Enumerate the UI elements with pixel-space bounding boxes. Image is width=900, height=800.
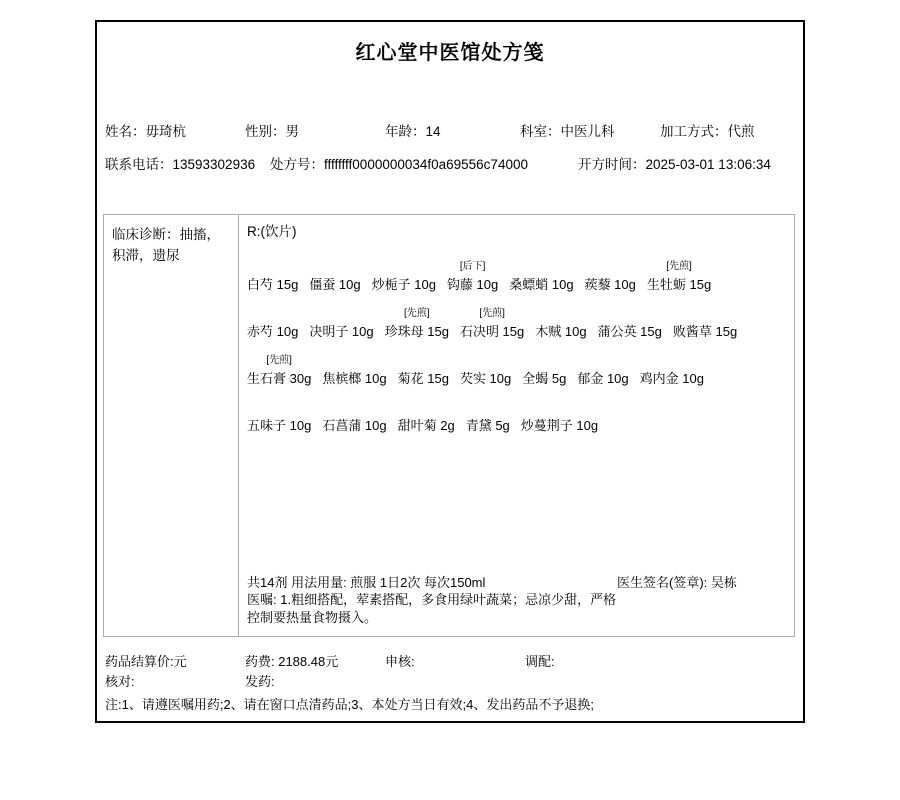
settle-price-field: 药品结算价:元 [105, 654, 187, 669]
medicine-decoction-note [466, 401, 510, 417]
medicine-row [247, 307, 786, 341]
medicine-decoction-note [398, 354, 449, 370]
medicine-item [577, 354, 628, 388]
medicine-item [647, 260, 711, 294]
medicine-decoction-note [247, 401, 311, 417]
medicine-item [398, 401, 455, 435]
department-label: 科室： [520, 124, 561, 139]
department-field [520, 120, 615, 140]
medicine-decoction-note [309, 307, 373, 323]
medicine-rows [247, 260, 786, 435]
medicine-decoction-note [398, 401, 455, 417]
medicine-name-qty: 赤芍 10g [247, 324, 299, 339]
medicine-item [585, 260, 636, 294]
medicine-decoction-note: [先煎] [479, 308, 505, 319]
medicine-name-qty: 白芍 15g [247, 277, 299, 292]
medicine-name-qty: 钩藤 10g [446, 277, 499, 292]
medicine-decoction-note [521, 401, 598, 417]
page-title: 红心堂中医馆处方笺 [355, 42, 545, 64]
medicine-item [460, 307, 524, 341]
medicine-decoction-note [577, 354, 628, 370]
medicine-item [673, 307, 737, 341]
medicine-name-qty: 蒲公英 15g [597, 324, 662, 339]
processing-method-label: 加工方式： [660, 124, 728, 139]
medicine-name-qty: 炒栀子 10g [371, 277, 436, 292]
processing-method-value: 代煎 [727, 124, 755, 139]
medicine-decoction-note [598, 307, 662, 323]
fee-field: 药费: 2188.48元 [245, 654, 339, 669]
medicine-item [247, 354, 311, 388]
patient-gender-label: 性别： [245, 124, 286, 139]
patient-gender-field [245, 120, 299, 140]
medicine-decoction-note [322, 354, 386, 370]
medicine-name-qty: 生石膏 30g [247, 371, 312, 386]
medicine-name-qty: 五味子 10g [247, 418, 312, 433]
medicine-decoction-note [522, 354, 566, 370]
medicine-decoction-note [535, 307, 586, 323]
medicine-decoction-note: [先煎] [404, 308, 430, 319]
prescription-sheet [95, 20, 805, 723]
medicine-name-qty: 甜叶菊 2g [397, 418, 455, 433]
medicine-name-qty: 焦槟榔 10g [322, 371, 387, 386]
medicine-name-qty: 桑螵蛸 10g [509, 277, 574, 292]
medicine-row [247, 401, 786, 435]
medicine-item [640, 354, 704, 388]
medicine-name-qty: 决明子 10g [309, 324, 374, 339]
issue-time-field [578, 153, 771, 173]
issue-time-value: 2025-03-01 13:06:34 [645, 157, 771, 172]
phone-value: 13593302936 [172, 157, 256, 172]
medicine-decoction-note [309, 260, 360, 276]
medicine-name-qty: 珍珠母 15g [384, 324, 449, 339]
medicine-name-qty: 败酱草 15g [672, 324, 738, 339]
medicine-item [309, 260, 360, 294]
patient-name-label: 姓名： [105, 124, 146, 139]
medicine-item [509, 260, 573, 294]
medicine-item [460, 354, 511, 388]
medicine-name-qty: 青黛 5g [465, 418, 510, 433]
dispense-field: 发药: [245, 674, 275, 689]
medicine-decoction-note [322, 401, 386, 417]
medicine-item [385, 307, 449, 341]
diagnosis-label: 临床诊断： [112, 227, 180, 242]
check-field: 核对: [105, 674, 135, 689]
usage-line [247, 574, 786, 592]
rx-number-field [270, 153, 528, 173]
medicine-item [466, 401, 510, 435]
medicine-item [322, 401, 386, 435]
medicine-name-qty: 僵蚕 10g [309, 277, 361, 292]
medicine-item [398, 354, 449, 388]
rx-number-value: ffffffff0000000034f0a69556c74000 [324, 157, 528, 172]
medicine-decoction-note [247, 260, 298, 276]
doctor-advice: 医嘱: 1.粗细搭配，荤素搭配，多食用绿叶蔬菜；忌凉少甜，严格控制要热量食物摄入。 [247, 592, 617, 625]
medicine-item [535, 307, 586, 341]
patient-name-value: 毋琦杭 [145, 124, 186, 139]
footer-notes: 注:1、请遵医嘱用药;2、请在窗口点清药品;3、本处方当日有效;4、发出药品不予退换; [105, 697, 594, 712]
medicine-decoction-note: [后下] [459, 261, 486, 272]
medicine-decoction-note [509, 260, 573, 276]
prescription-table [103, 214, 795, 637]
medicine-name-qty: 炒蔓荆子 10g [520, 418, 599, 433]
patient-age-label: 年龄： [385, 124, 426, 139]
medicine-decoction-note [673, 307, 737, 323]
medicine-name-qty: 生牡蛎 15g [646, 277, 712, 292]
medicine-name-qty: 木贼 10g [535, 324, 587, 339]
processing-method-field [660, 120, 755, 140]
prepare-field: 调配: [525, 654, 555, 669]
medicine-decoction-note: [先煎] [666, 261, 692, 272]
medicine-item [247, 307, 298, 341]
doctor-signature: 医生签名(签章): 吴栋 [617, 574, 737, 590]
patient-gender-value: 男 [285, 124, 299, 139]
medicine-row [247, 260, 786, 294]
patient-age-value: 14 [425, 124, 441, 139]
medicine-item [247, 260, 298, 294]
phone-field [105, 153, 255, 173]
medicines-cell [239, 215, 794, 636]
medicine-decoction-note [640, 354, 704, 370]
medicine-name-qty: 石决明 15g [459, 324, 525, 339]
medicine-item [447, 260, 498, 294]
medicine-decoction-note [460, 354, 511, 370]
medicine-decoction-note [247, 307, 298, 323]
medicine-item [322, 354, 386, 388]
medicine-name-qty: 菊花 15g [397, 371, 449, 386]
department-value: 中医儿科 [560, 124, 615, 139]
medicine-item [521, 401, 598, 435]
medicine-name-qty: 芡实 10g [459, 371, 512, 386]
medicine-item [522, 354, 566, 388]
medicine-item [598, 307, 662, 341]
phone-label: 联系电话： [105, 157, 173, 172]
medicine-name-qty: 郁金 10g [577, 371, 629, 386]
medicine-item [247, 401, 311, 435]
medicine-row [247, 354, 786, 388]
medicine-name-qty: 鸡内金 10g [639, 371, 704, 386]
rx-number-label: 处方号： [270, 157, 324, 172]
review-field: 申核: [385, 654, 415, 669]
diagnosis-cell [104, 215, 239, 636]
diagnosis-value: 抽搐，积滞，遗尿 [112, 227, 220, 263]
patient-age-field [385, 120, 441, 140]
medicine-item [372, 260, 436, 294]
medicine-item [309, 307, 373, 341]
medicine-decoction-note [372, 260, 436, 276]
medicine-decoction-note [585, 260, 636, 276]
patient-name-field [105, 120, 186, 140]
medicine-name-qty: 石菖蒲 10g [322, 418, 387, 433]
medicine-name-qty: 蒺藜 10g [584, 277, 636, 292]
usage-text: 共14剂 用法用量: 煎服 1日2次 每次150ml [247, 574, 486, 590]
rx-bottom-section [247, 574, 786, 627]
rx-header: R:(饮片) [247, 224, 297, 239]
issue-time-label: 开方时间： [578, 157, 646, 172]
medicine-decoction-note: [先煎] [266, 355, 292, 366]
medicine-name-qty: 全蝎 5g [522, 371, 567, 386]
